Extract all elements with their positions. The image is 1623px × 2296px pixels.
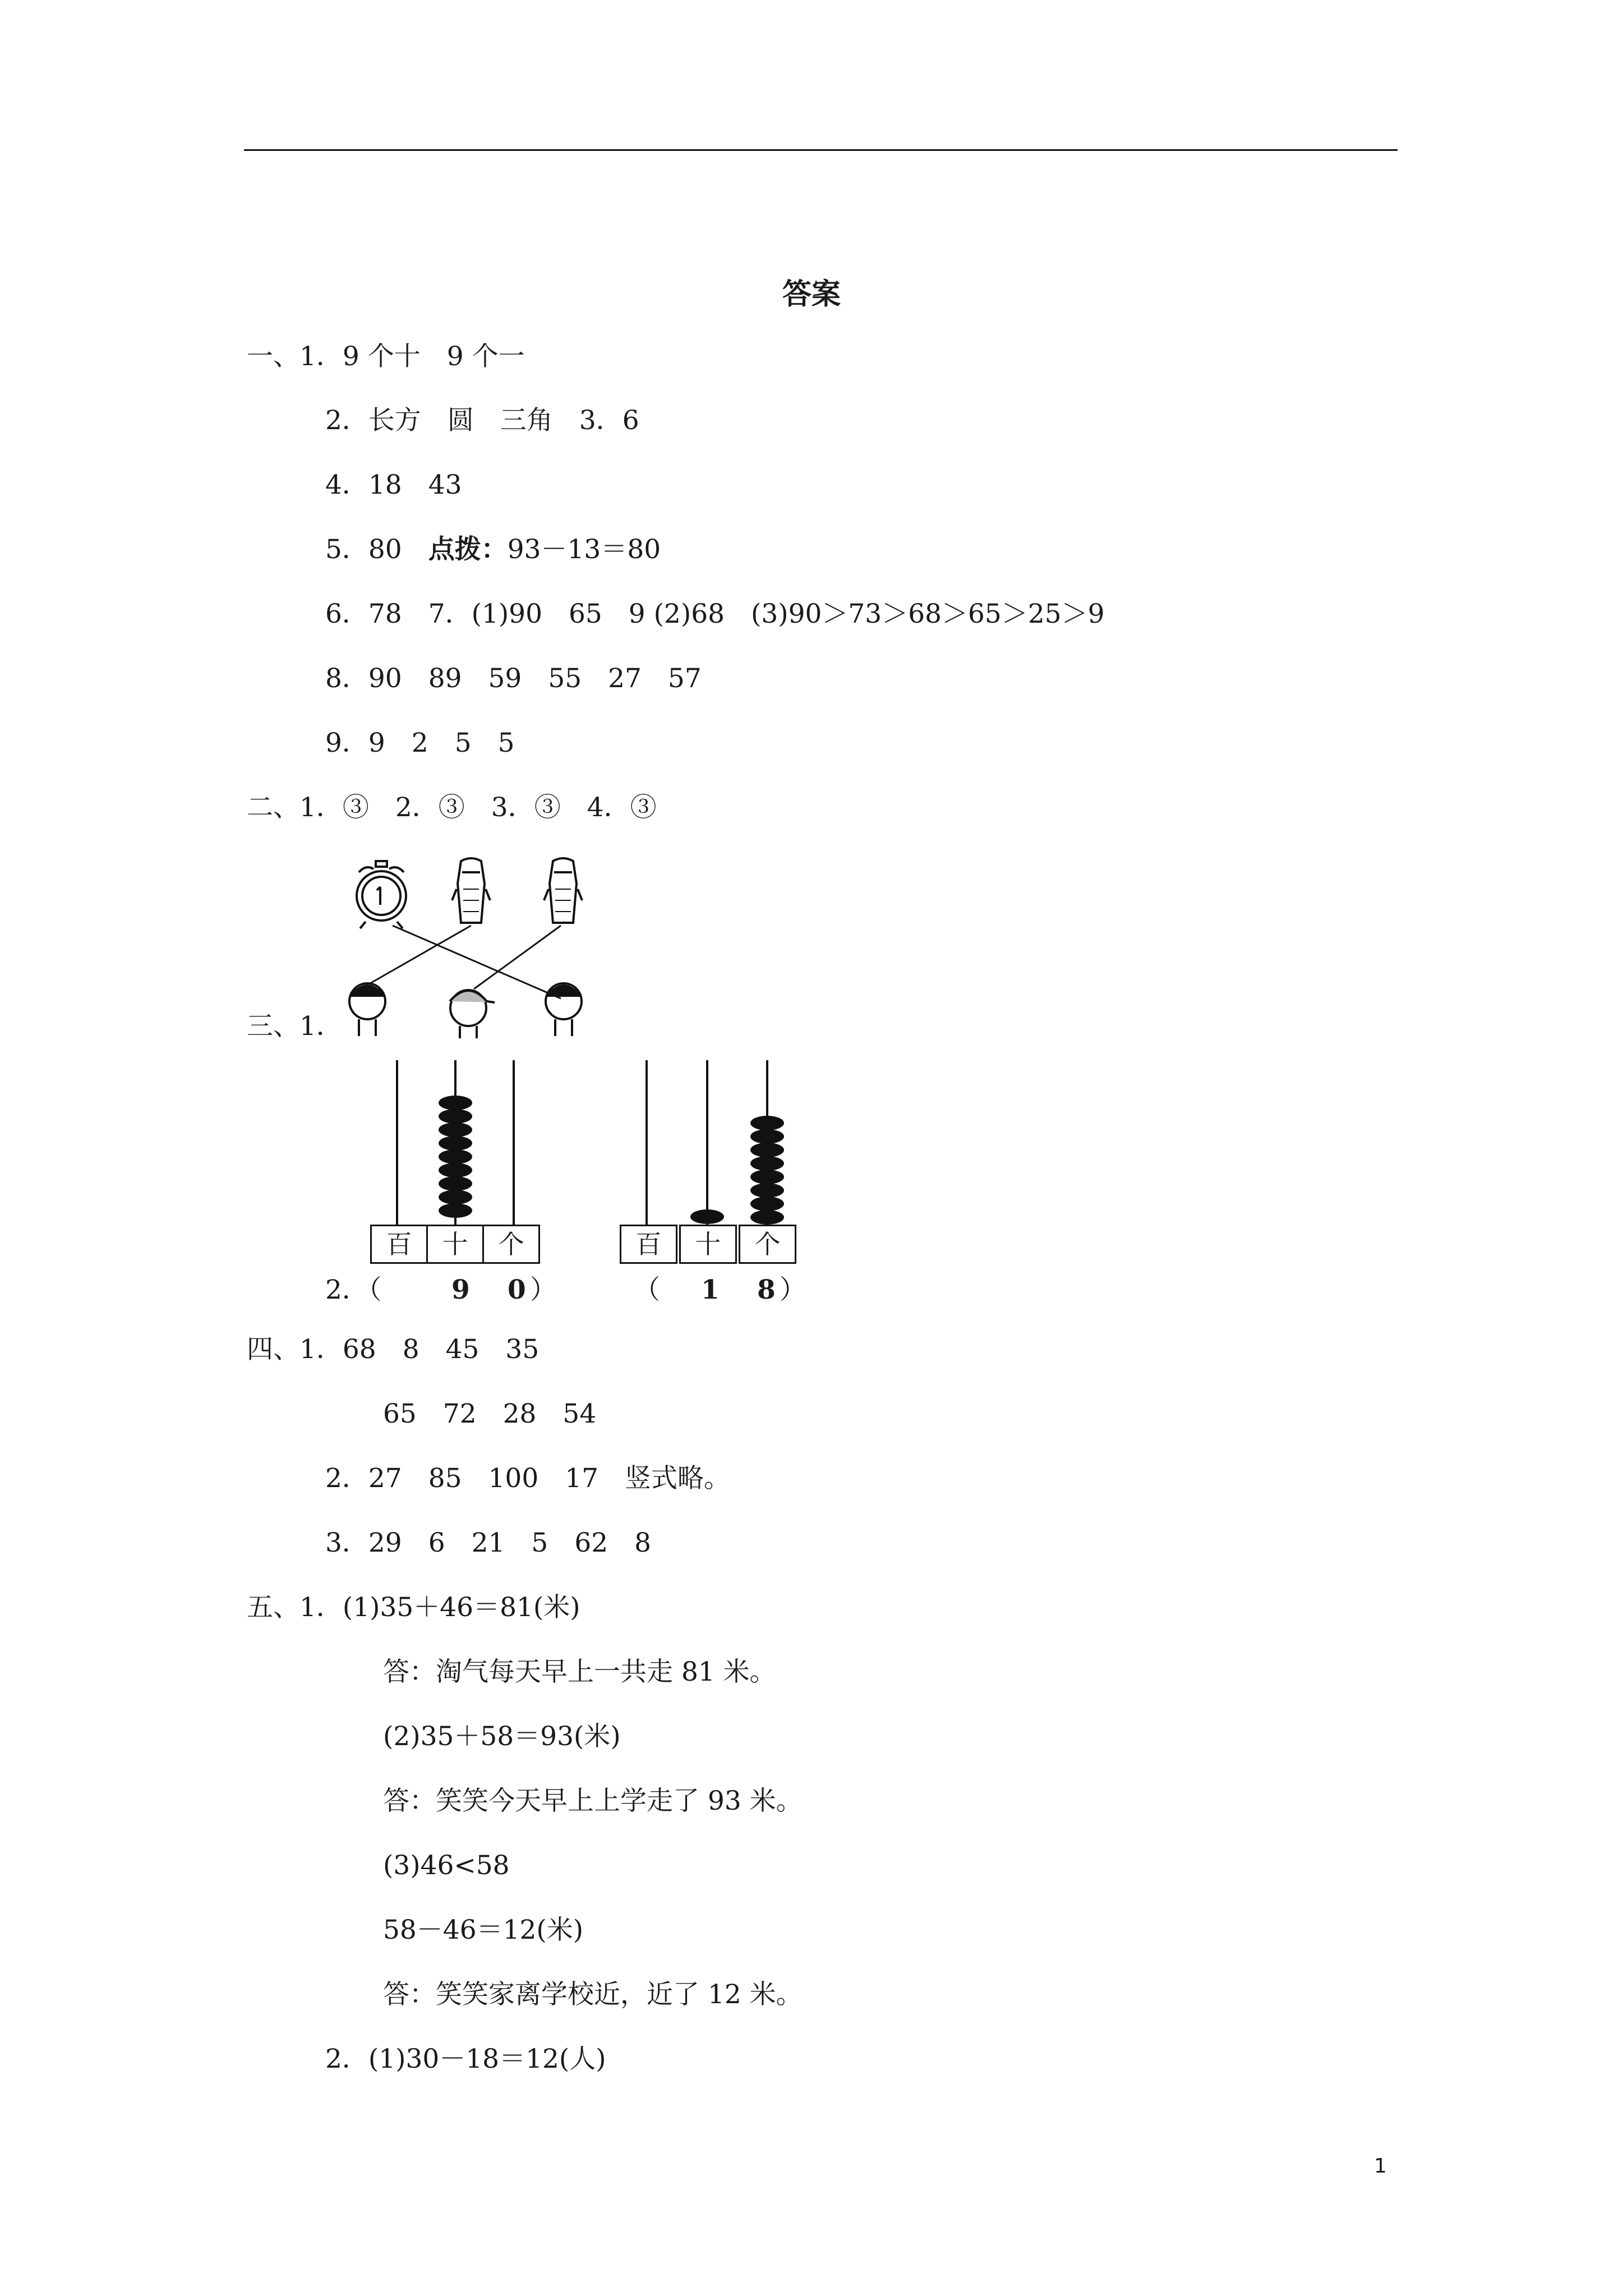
- boy-face-icon: [349, 983, 385, 1036]
- abacus-right-tens-value: 1: [701, 1274, 720, 1305]
- sec5-line5: (3)46<58: [383, 1850, 510, 1881]
- page-number: 1: [1374, 2155, 1387, 2178]
- alarm-clock-icon: [357, 861, 406, 928]
- sec5-line2: 答：淘气每天早上一共走 81 米。: [383, 1657, 776, 1687]
- sec1-line1: 一、1．9 个十 9 个一: [247, 341, 525, 372]
- sec3-line1: 三、1．: [247, 1011, 343, 1042]
- sec1-line2: 2．长方 圆 三角 3．6: [325, 405, 639, 436]
- sec5-line4: 答：笑笑今天早上上学走了 93 米。: [383, 1786, 803, 1816]
- abacus-left-ones-value: 0: [508, 1274, 526, 1305]
- sec1-line7: 9．9 2 5 5: [325, 728, 515, 758]
- abacus-right-ones-value: 8: [757, 1274, 776, 1305]
- sec3-line2-close: ）: [530, 1274, 556, 1305]
- abacus-left-tens-value: 9: [451, 1274, 470, 1305]
- abacus-left-rods: [367, 1060, 547, 1228]
- sec4-line3: 2．27 85 100 17 竖式略。: [325, 1463, 731, 1494]
- sec3-line2-prefix: 2．（: [325, 1274, 382, 1305]
- backpack-icon: [452, 858, 490, 923]
- abacus-right-open: （: [634, 1274, 660, 1305]
- header-rule: [244, 149, 1398, 151]
- sec5-line3: (2)35＋58＝93(米): [383, 1721, 621, 1752]
- matching-illustration: [336, 850, 606, 1041]
- hint-label: 点拨：: [428, 534, 508, 565]
- sec5-line6: 58－46＝12(米): [383, 1915, 584, 1945]
- hint-text: 93－13＝80: [507, 534, 661, 565]
- sec4-line1: 四、1．68 8 45 35: [247, 1334, 540, 1365]
- abacus-right-label-tens: 十: [679, 1225, 737, 1264]
- sec2-line1: 二、1．③ 2．③ 3．③ 4．③: [247, 792, 657, 823]
- answer-5: 5．80: [325, 534, 428, 565]
- abacus-right-rods: [617, 1060, 796, 1228]
- abacus-left-label-hundreds: 百: [370, 1225, 428, 1264]
- abacus-right-label-hundreds: 百: [620, 1225, 677, 1264]
- sec4-line4: 3．29 6 21 5 62 8: [325, 1527, 652, 1558]
- sec5-line8: 2．(1)30－18＝12(人): [325, 2044, 606, 2074]
- abacus-left-label-tens: 十: [426, 1225, 484, 1264]
- abacus-right-label-ones: 个: [739, 1225, 796, 1264]
- sec1-line6: 8．90 89 59 55 27 57: [325, 663, 702, 694]
- page-title: 答案: [782, 277, 841, 311]
- boy-with-cap-icon: [450, 990, 495, 1038]
- sec1-line3: 4．18 43: [325, 470, 462, 500]
- sec4-line2: 65 72 28 54: [383, 1398, 597, 1429]
- boy-face-icon: [546, 983, 582, 1036]
- sec5-line7: 答：笑笑家离学校近，近了 12 米。: [383, 1979, 803, 2010]
- abacus-left-label-ones: 个: [482, 1225, 540, 1264]
- sec1-line5: 6．78 7．(1)90 65 9 (2)68 (3)90＞73＞68＞65＞25＞9: [325, 599, 1105, 629]
- sec1-line4: [325, 534, 661, 565]
- abacus-right-close: ）: [780, 1274, 806, 1305]
- backpack-icon: [544, 858, 582, 923]
- sec5-line1: 五、1．(1)35＋46＝81(米): [247, 1592, 580, 1623]
